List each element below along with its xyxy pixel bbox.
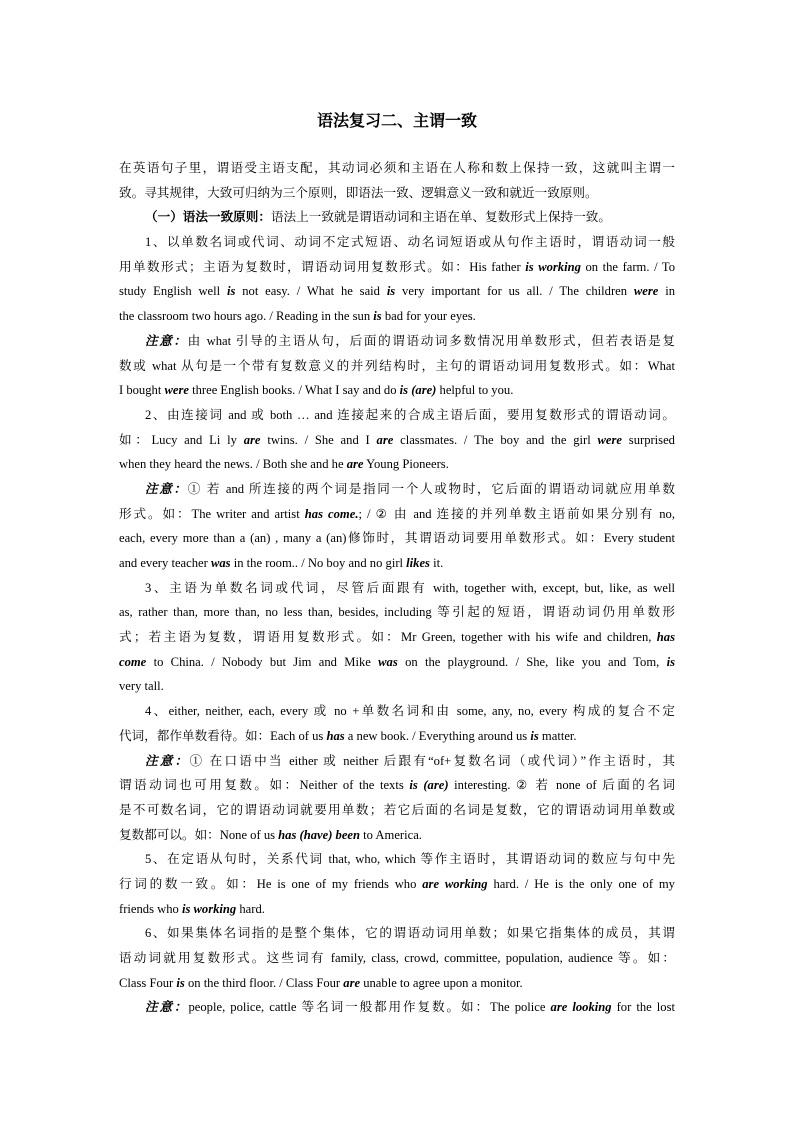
page-title: 语法复习二、主谓一致: [316, 111, 477, 130]
text-run: to America.: [360, 827, 422, 842]
text-line: [119, 354, 675, 379]
text-run: 4、either, neither, each, every 或 no +单数名词和由 some, any, no, every 构成的复合不定: [145, 704, 675, 719]
emphasis-text: are: [243, 432, 261, 447]
text-line: [119, 502, 675, 527]
text-line: [119, 255, 675, 280]
text-run: 式；若主语为复数，谓语用复数形式。如：Mr Green, together with his wife and children,: [119, 630, 657, 645]
text-line: [119, 403, 675, 428]
text-line: [119, 971, 675, 996]
text-run: to China. / Nobody but Jim and Mike: [146, 654, 379, 669]
emphasis-text: are: [376, 432, 394, 447]
text-line: [119, 279, 675, 304]
emphasis-text: were: [597, 432, 622, 447]
text-line: [119, 625, 675, 650]
text-run: bad for your eyes.: [381, 309, 476, 324]
text-run: ① 在口语中当 either 或 neither 后跟有“of+复数名词（或代词）”作主语时，其: [189, 753, 675, 768]
text-run: not easy. / What he said: [235, 284, 387, 299]
emphasis-text: 注意：: [145, 333, 188, 348]
text-run: 6、如果集体名词指的是整个集体，它的谓语动词用单数；如果它指集体的成员，其谓: [145, 926, 675, 941]
emphasis-text: were: [633, 284, 659, 299]
text-run: unable to agree upon a monitor.: [360, 975, 523, 990]
text-run: 数或 what 从句是一个带有复数意义的并列结构时，主句的谓语动词用复数形式。如：What: [119, 358, 675, 373]
emphasis-text: 注意：: [145, 753, 190, 768]
emphasis-text: has: [326, 728, 345, 743]
text-run: interesting. ② 若 none of 后面的名词: [448, 778, 675, 793]
text-run: twins. / She and I: [260, 432, 377, 447]
emphasis-text: was: [378, 654, 398, 669]
text-line: [119, 674, 675, 699]
text-run: it.: [429, 556, 444, 570]
bold-heading-text: （一）语法一致原则：: [145, 210, 271, 225]
text-run: very important for us all. / The children: [395, 284, 634, 299]
text-run: three English books. / What I say and do: [188, 383, 400, 398]
text-run: 致。寻其规律，大致可归纳为三个原则，即语法一致、逻辑意义一致和就近一致原则。: [119, 185, 598, 200]
text-run: I bought: [119, 383, 165, 398]
text-run: 在英语句子里，谓语受主语支配，其动词必须和主语在人称和数上保持一致，这就叫主谓一: [119, 161, 675, 175]
text-run: 1、以单数名词或代词、动词不定式短语、动名词短语或从句作主语时，谓语动词一般: [145, 235, 675, 250]
text-run: on the playground. / She, like you and Tom,: [397, 654, 667, 669]
text-run: people, police, cattle 等名词一般都用作复数。如：The police: [188, 1000, 551, 1015]
text-run: 语动词就用复数形式。这些词有 family, class, crowd, committee, population, audience 等。如：: [119, 951, 675, 965]
text-run: 复数都可以。如：None of us: [119, 827, 279, 842]
text-run: study English well: [119, 284, 227, 299]
text-line: [119, 699, 675, 724]
text-line: [119, 600, 675, 625]
emphasis-text: is: [176, 975, 185, 990]
text-run: as, rather than, more than, no less than, besides, including 等引起的短语，谓语动词仍用单数形: [119, 605, 675, 620]
text-run: in: [658, 284, 675, 299]
text-run: 用单数形式；主语为复数时，谓语动词用复数形式。如：His father: [119, 259, 526, 274]
text-run: very tall.: [119, 679, 164, 694]
emphasis-text: are working: [422, 876, 488, 891]
text-run: when they heard the news. / Both she and he: [119, 457, 347, 472]
text-run: classmates. / The boy and the girl: [393, 432, 598, 447]
text-line: [119, 897, 675, 922]
emphasis-text: are: [346, 457, 364, 472]
text-line: [119, 205, 675, 230]
text-run: in the room.. / No boy and no girl: [230, 556, 407, 570]
emphasis-text: is: [530, 728, 539, 743]
emphasis-text: is: [373, 309, 382, 324]
text-run: hard. / He is the only one of my: [487, 876, 675, 891]
text-run: for the lost: [611, 1000, 675, 1015]
text-run: 2、由连接词 and 或 both … and 连接起来的合成主语后面，要用复数形式的谓语动词。: [145, 407, 675, 422]
text-line: [119, 452, 675, 477]
text-line: [119, 156, 675, 181]
text-line: [119, 477, 675, 502]
text-run: ; / ② 由 and 连接的并列单数主语前如果分别有 no,: [358, 506, 675, 521]
text-run: 形式。如：The writer and artist: [119, 506, 305, 521]
text-run: 5、在定语从句时，关系代词 that, who, which 等作主语时，其谓语动词的数应与句中先: [145, 852, 675, 867]
text-line: [119, 378, 675, 403]
emphasis-text: is: [386, 284, 396, 299]
text-line: [119, 428, 675, 453]
text-line: [119, 724, 675, 749]
text-run: on the third floor. / Class Four: [184, 975, 344, 990]
text-line: [119, 230, 675, 255]
text-run: ① 若 and 所连接的两个词是指同一个人或物时，它后面的谓语动词就应用单数: [187, 481, 675, 496]
text-run: 如：Lucy and Li ly: [119, 432, 244, 447]
emphasis-text: is (are): [399, 383, 437, 398]
emphasis-text: is working: [181, 901, 237, 916]
emphasis-text: are looking: [550, 1000, 612, 1015]
text-line: [119, 304, 675, 329]
text-line: [119, 576, 675, 601]
emphasis-text: is: [226, 284, 236, 299]
text-line: [119, 749, 675, 774]
emphasis-text: was: [210, 556, 231, 570]
text-run: 语法上一致就是谓语动词和主语在单、复数形式上保持一致。: [270, 210, 611, 225]
text-run: helpful to you.: [436, 383, 514, 398]
emphasis-text: is working: [525, 259, 581, 274]
text-run: 代词，都作单数看待。如：Each of us: [119, 728, 327, 743]
text-run: and every teacher: [119, 556, 211, 570]
text-line: [119, 995, 675, 1020]
text-run: matter.: [538, 728, 577, 743]
emphasis-text: were: [164, 383, 189, 398]
text-run: 由 what 引导的主语从句，后面的谓语动词多数情况用单数形式，但若表语是复: [187, 333, 675, 348]
text-line: [119, 946, 675, 971]
text-run: a new book. / Everything around us: [344, 728, 531, 743]
document-body: [119, 156, 675, 1020]
text-line: [119, 773, 675, 798]
emphasis-text: is (are): [409, 778, 449, 793]
emphasis-text: 注意：: [145, 481, 188, 496]
emphasis-text: likes: [406, 556, 430, 570]
text-run: 谓语动词也可用复数。如：Neither of the texts: [119, 778, 410, 793]
emphasis-text: come: [119, 654, 147, 669]
text-run: on the farm. / To: [580, 259, 675, 274]
text-line: [119, 921, 675, 946]
emphasis-text: 注意：: [145, 1000, 189, 1015]
text-line: [119, 650, 675, 675]
emphasis-text: is: [666, 654, 675, 669]
text-run: the classroom two hours ago. / Reading in the sun: [119, 309, 374, 324]
text-line: [119, 798, 675, 823]
text-run: 行词的数一致。如：He is one of my friends who: [119, 876, 423, 891]
text-run: Class Four: [119, 975, 177, 990]
text-line: [119, 847, 675, 872]
text-line: [119, 872, 675, 897]
text-line: [119, 181, 675, 206]
text-run: hard.: [236, 901, 265, 916]
text-line: [119, 329, 675, 354]
text-run: Young Pioneers.: [363, 457, 449, 472]
emphasis-text: has (have) been: [278, 827, 361, 842]
text-run: 是不可数名词，它的谓语动词就要用单数；若它后面的名词是复数，它的谓语动词用单数或: [119, 802, 675, 817]
text-run: each, every more than a (an) , many a (an)修饰时，其谓语动词要用单数形式。如：Every student: [119, 531, 675, 546]
text-line: [119, 551, 675, 576]
text-run: 3、主语为单数名词或代词，尽管后面跟有 with, together with, except, but, like, as well: [145, 580, 675, 595]
emphasis-text: has come.: [304, 506, 359, 521]
text-run: friends who: [119, 901, 182, 916]
emphasis-text: has: [656, 630, 675, 645]
text-line: [119, 526, 675, 551]
emphasis-text: are: [343, 975, 361, 990]
text-line: [119, 823, 675, 848]
text-run: surprised: [622, 432, 675, 447]
